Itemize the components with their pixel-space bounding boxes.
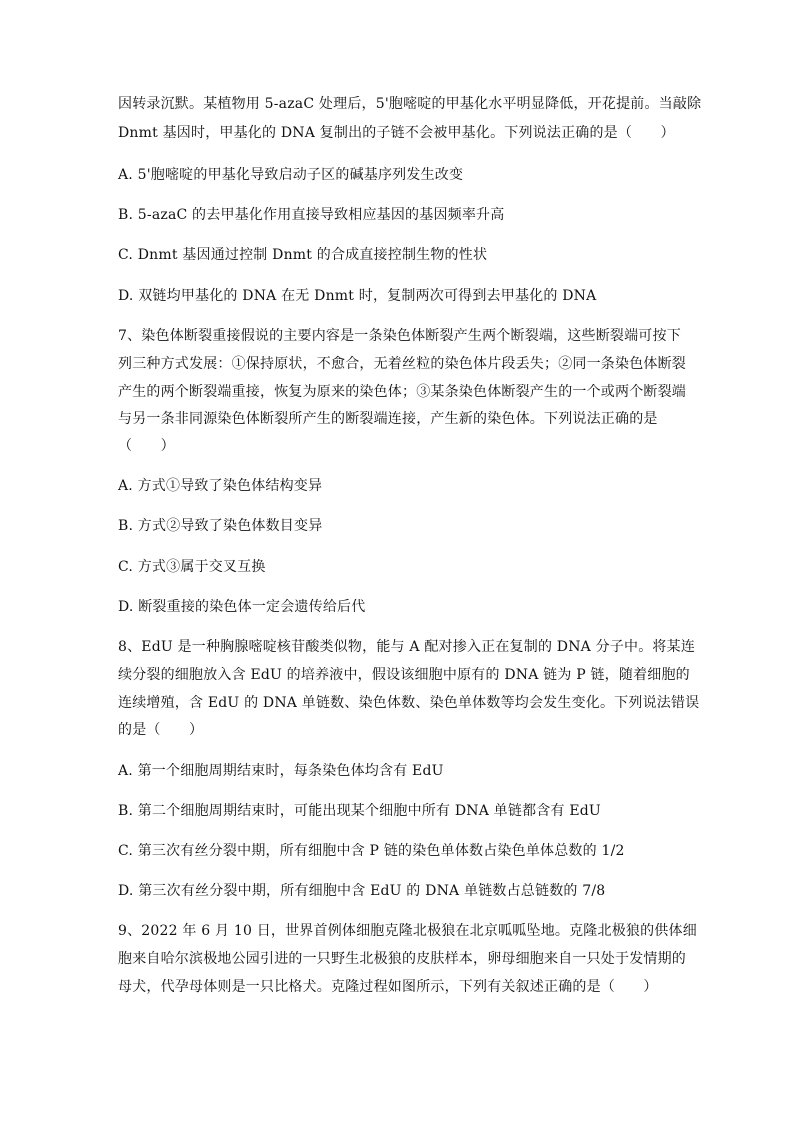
q8-option-b: B. 第二个细胞周期结束时，可能出现某个细胞中所有 DNA 单链都含有 EdU	[118, 803, 601, 819]
q6-stem-line-2: Dnmt 基因时，甲基化的 DNA 复制出的子链不会被甲基化。下列说法正确的是（ ）	[118, 125, 675, 141]
q7-option-d: D. 断裂重接的染色体一定会遗传给后代	[118, 599, 366, 615]
q9-stem-line-1: 9、2022 年 6 月 10 日，世界首例体细胞克隆北极狼在北京呱呱坠地。克隆北极狼的供体细	[118, 923, 697, 939]
q8-option-a: A. 第一个细胞周期结束时，每条染色体均含有 EdU	[118, 763, 444, 779]
q7-stem-line-3: 产生的两个断裂端重接，恢复为原来的染色体；③某条染色体断裂产生的一个或两个断裂端	[118, 384, 686, 400]
q8-stem-line-3: 连续增殖，含 EdU 的 DNA 单链数、染色体数、染色单体数等均会发生变化。下列说法错误	[118, 695, 700, 711]
q6-option-b: B. 5-azaC 的去甲基化作用直接导致相应基因的基因频率升高	[118, 207, 505, 223]
q8-stem-line-4: 的是（ ）	[118, 722, 204, 738]
q8-option-d: D. 第三次有丝分裂中期，所有细胞中含 EdU 的 DNA 单链数占总链数的 7/8	[118, 883, 606, 899]
q6-stem-line-1: 因转录沉默。某植物用 5-azaC 处理后，5'胞嘧啶的甲基化水平明显降低，开花提前。当敲除	[118, 96, 702, 112]
q8-stem-line-1: 8、EdU 是一种胸腺嘧啶核苷酸类似物，能与 A 配对掺入正在复制的 DNA 分子中。将某连	[118, 639, 696, 655]
q7-stem-line-1: 7、染色体断裂重接假说的主要内容是一条染色体断裂产生两个断裂端，这些断裂端可按下	[118, 328, 681, 344]
q7-option-c: C. 方式③属于交叉互换	[118, 559, 266, 575]
q6-option-d: D. 双链均甲基化的 DNA 在无 Dnmt 时，复制两次可得到去甲基化的 DNA	[118, 288, 597, 304]
q7-option-a: A. 方式①导致了染色体结构变异	[118, 478, 323, 494]
q9-stem-line-2: 胞来自哈尔滨极地公园引进的一只野生北极狼的皮肤样本，卵母细胞来自一只处于发情期的	[118, 951, 686, 967]
q7-stem-line-2: 列三种方式发展：①保持原状，不愈合，无着丝粒的染色体片段丢失；②同一条染色体断裂	[118, 356, 686, 372]
q6-option-c: C. Dnmt 基因通过控制 Dnmt 的合成直接控制生物的性状	[118, 247, 488, 263]
q7-stem-line-5: （ ）	[118, 438, 175, 454]
q7-stem-line-4: 与另一条非同源染色体断裂所产生的断裂端连接，产生新的染色体。下列说法正确的是	[118, 411, 658, 427]
q6-option-a: A. 5'胞嘧啶的甲基化导致启动子区的碱基序列发生改变	[118, 167, 464, 183]
q7-option-b: B. 方式②导致了染色体数目变异	[118, 518, 323, 534]
q8-stem-line-2: 续分裂的细胞放入含 EdU 的培养液中，假设该细胞中原有的 DNA 链为 P 链，随着细胞的	[118, 667, 690, 683]
q9-stem-line-3: 母犬，代孕母体则是一只比格犬。克隆过程如图所示，下列有关叙述正确的是（ ）	[118, 979, 658, 995]
q8-option-c: C. 第三次有丝分裂中期，所有细胞中含 P 链的染色单体数占染色单体总数的 1/2	[118, 843, 625, 859]
